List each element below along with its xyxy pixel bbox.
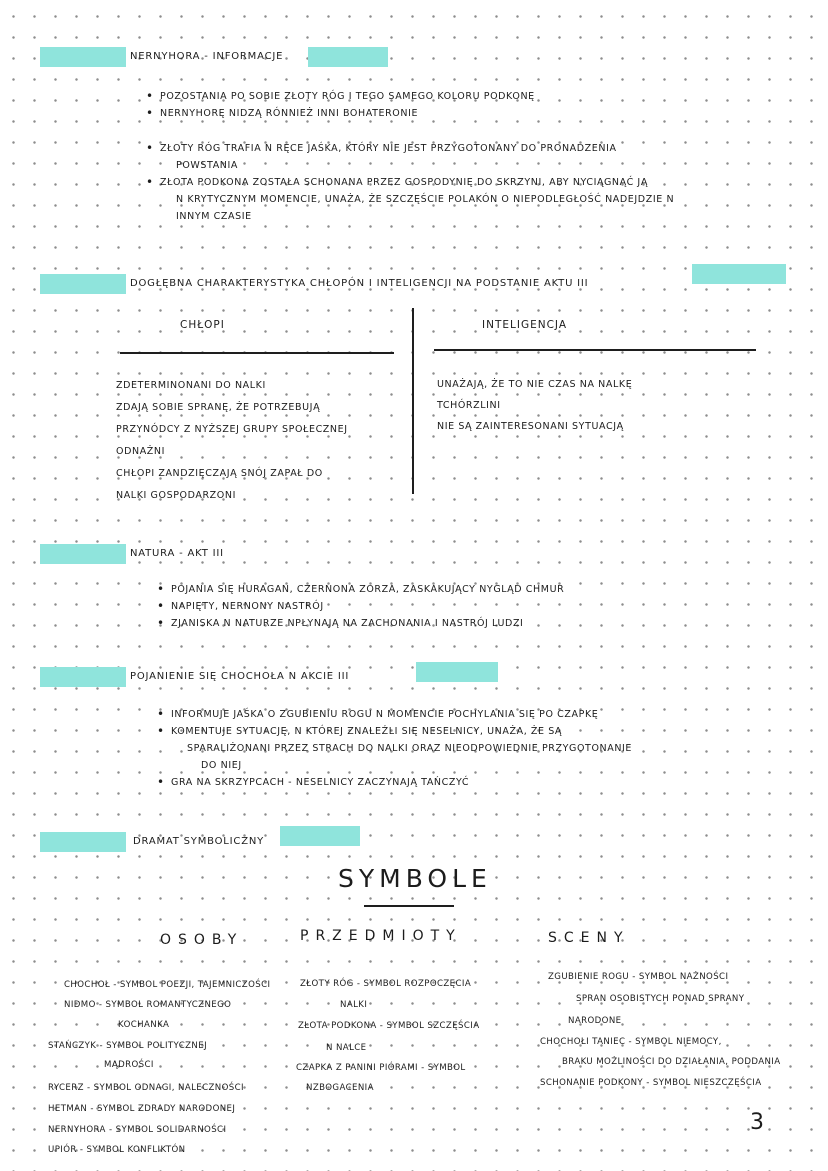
inteligencja-column bbox=[437, 374, 632, 437]
symbol-line: CHOCHOŁ - SYMBOL POEZJI, TAJEMNICZOŚCI bbox=[64, 980, 271, 990]
symbol-line: NALKI bbox=[340, 1000, 368, 1010]
column-line: ZDETERMINONANI DO NALKI bbox=[116, 380, 266, 391]
column-line: PRZYNÓDCY Z NYŻSZEJ GRUPY SPOŁECZNEJ bbox=[116, 424, 348, 435]
symbol-line: NZBOGACENIA bbox=[306, 1083, 374, 1093]
heading-highlight-right bbox=[280, 826, 360, 846]
bullet-item: • KOMENTUJE SYTUACJĘ, N KTÓREJ ZNALEŹLI SIĘ NESELNICY, UNAŻA, ŻE SĄ bbox=[157, 723, 632, 740]
bullet-item: • NAPIĘTY, NERNONY NASTRÓJ bbox=[157, 598, 564, 615]
table-header-rule-left bbox=[120, 352, 394, 354]
bullet-item: N KRYTYCZNYM MOMENCIE, UNAŻA, ŻE SZCZĘŚCIE POLAKÓN O NIEPODLEGŁOŚĆ NADEJDZIE N bbox=[176, 194, 675, 205]
heading-highlight-left bbox=[40, 667, 126, 687]
bullet-item: • POZOSTANIA PO SOBIE ZŁOTY RÓG I TEGO SAMEGO KOLORU PODKONĘ bbox=[146, 88, 674, 105]
bullet-item: DO NIEJ bbox=[201, 760, 242, 771]
table-header-inteligencja: INTELIGENCJA bbox=[482, 319, 567, 331]
column-line: CHŁOPI ZANDZIĘCZAJĄ SNÓJ ZAPAŁ DO bbox=[116, 468, 323, 479]
section-heading-nerwyhora: NERNYHORA - INFORMACJE bbox=[130, 51, 284, 62]
bullet-item: INNYM CZASIE bbox=[176, 211, 252, 222]
table-header-rule-right bbox=[434, 349, 756, 351]
heading-highlight-right bbox=[416, 662, 498, 682]
bullet-item: SPARALIŻONANI PRZEZ STRACH DO NALKI ORAZ NIEODPOWIEDNIE PRZYGOTONANIE bbox=[187, 743, 633, 754]
column-line: TCHÓRZLINI bbox=[437, 400, 501, 411]
symbol-line: NIDMO - SYMBOL ROMANTYCZNEGO bbox=[64, 1000, 232, 1010]
heading-highlight-right bbox=[308, 47, 388, 67]
symbol-line: SCHONANIE PODKONY - SYMBOL NIESZCZĘŚCIA bbox=[540, 1078, 762, 1088]
table-divider bbox=[412, 308, 414, 494]
symbol-line: HETMAN - SYMBOL ZDRADY NARODONEJ bbox=[48, 1104, 236, 1114]
heading-highlight-left bbox=[40, 832, 126, 852]
column-line: ODNAŻNI bbox=[116, 446, 166, 457]
symbol-line: ZŁOTY RÓG - SYMBOL ROZPOCZĘCIA bbox=[300, 979, 472, 989]
column-header-przedmioty: PRZEDMIOTY bbox=[300, 928, 462, 944]
heading-highlight-right bbox=[692, 264, 786, 284]
heading-highlight-left bbox=[40, 274, 126, 294]
natura-bullet-list bbox=[157, 581, 564, 632]
symbol-line: KOCHANKA bbox=[118, 1020, 170, 1030]
symbol-line: SPRAN OSOBISTYCH PONAD SPRANY bbox=[576, 994, 745, 1004]
bullet-item: • POJANIA SIĘ HURAGAN, CZERNONA ZORZA, ZASKAKUJĄCY NYGLĄD CHMUR bbox=[157, 581, 564, 598]
symbol-line: ZGUBIENIE ROGU - SYMBOL NAŻNOŚCI bbox=[548, 972, 729, 982]
symbole-title-underline bbox=[364, 905, 454, 907]
symbole-title: SYMBOLE bbox=[338, 864, 492, 893]
column-line: UNAŻAJĄ, ŻE TO NIE CZAS NA NALKĘ bbox=[437, 379, 633, 390]
column-line: NALKI GOSPODARZONI bbox=[116, 490, 236, 501]
section-heading-dramat: DRAMAT SYMBOLICZNY bbox=[133, 836, 265, 847]
bullet-item: • ZŁOTA PODKONA ZOSTAŁA SCHONANA PRZEZ GOSPODYNIĘ DO SKRZYNI, ABY NYCIĄGNĄĆ JĄ bbox=[146, 174, 674, 191]
section-heading-characteristics: DOGŁĘBNA CHARAKTERYSTYKA CHŁOPÓN I INTELIGENCJI NA PODSTANIE AKTU III bbox=[130, 278, 589, 289]
symbol-line: CHOCHOŁI TANIEC - SYMBOL NIEMOCY, bbox=[540, 1037, 722, 1047]
symbol-line: ZŁOTA PODKONA - SYMBOL SZCZĘŚCIA bbox=[298, 1021, 480, 1031]
column-line: NIE SĄ ZAINTERESONANI SYTUACJĄ bbox=[437, 421, 624, 432]
column-header-sceny: SCENY bbox=[548, 930, 630, 946]
nerwyhora-bullet-list bbox=[146, 88, 674, 225]
symbol-line: NARODONE bbox=[568, 1016, 622, 1026]
column-line: ZDAJĄ SOBIE SPRANĘ, ŻE POTRZEBUJĄ bbox=[116, 402, 321, 413]
heading-highlight-left bbox=[40, 47, 126, 67]
bullet-item: • INFORMUJE JAŚKA O ZGUBIENIU ROGU N MOMENCIE POCHYLANIA SIĘ PO CZAPKĘ bbox=[157, 706, 632, 723]
symbol-line: N NALCE bbox=[326, 1043, 367, 1053]
bullet-item: • ZJANISKA N NATURZE NPŁYNAJĄ NA ZACHONANIA I NASTRÓJ LUDZI bbox=[157, 615, 564, 632]
symbol-line: RYCERZ - SYMBOL ODNAGI, NALECZNOŚCI bbox=[48, 1083, 244, 1093]
heading-highlight-left bbox=[40, 544, 126, 564]
symbol-line: STAŃCZYK - SYMBOL POLITYCZNEJ bbox=[48, 1041, 208, 1051]
bullet-item: • GRA NA SKRZYPCACH - NESELNICY ZACZYNAJĄ TAŃCZYĆ bbox=[157, 774, 632, 791]
table-header-chlopi: CHŁOPI bbox=[180, 319, 225, 331]
symbol-line: NERNYHORA - SYMBOL SOLIDARNOŚCI bbox=[48, 1125, 227, 1135]
page-number: 3 bbox=[750, 1110, 764, 1135]
bullet-item: POWSTANIA bbox=[176, 160, 239, 171]
section-heading-chocholl: POJANIENIE SIĘ CHOCHOŁA N AKCIE III bbox=[130, 671, 350, 682]
symbol-line: UPIÓR - SYMBOL KONFLIKTÓN bbox=[48, 1145, 186, 1155]
bullet-item: • NERNYHORĘ NIDZĄ RÓNNIEŻ INNI BOHATERONIE bbox=[146, 105, 674, 122]
chochol-bullet-list bbox=[157, 706, 632, 791]
symbol-line: CZAPKA Z PANINI PIÓRAMI - SYMBOL bbox=[296, 1063, 466, 1073]
bullet-item: • ZŁOTY RÓG TRAFIA N RĘCE JAŚKA, KTÓRY NIE JEST PRZYGOTONANY DO PRONADZENIA bbox=[146, 140, 674, 157]
column-header-osoby: OSOBY bbox=[160, 932, 244, 948]
symbol-line: BRAKU MOŻLINOŚCI DO DZIAŁANIA, PODDANIA bbox=[562, 1057, 781, 1067]
section-heading-natura: NATURA - AKT III bbox=[130, 548, 224, 559]
chlopi-column bbox=[116, 375, 348, 507]
symbol-line: MĄDROŚCI bbox=[104, 1060, 154, 1070]
